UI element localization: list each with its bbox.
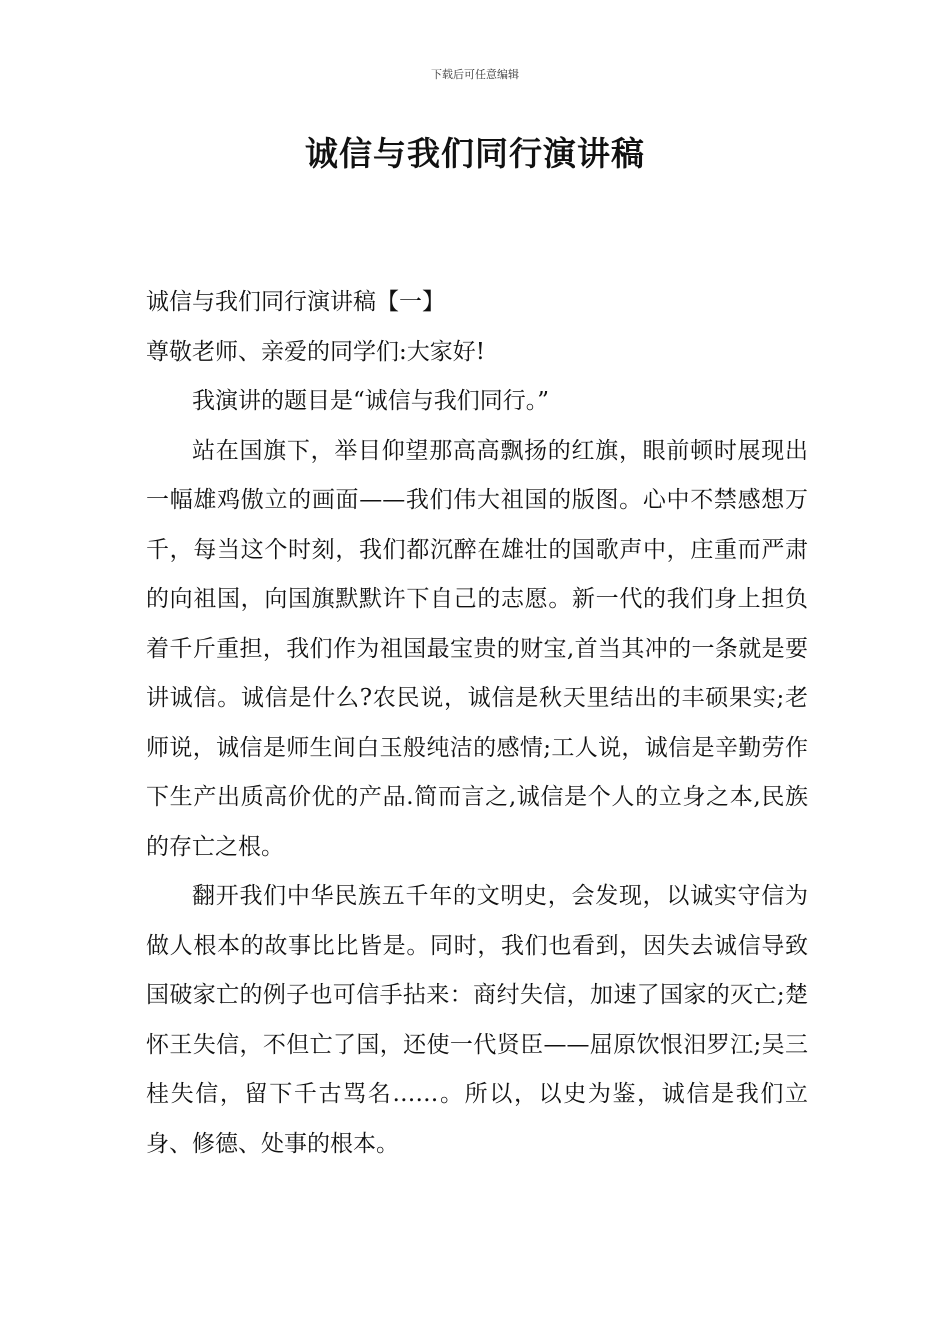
document-body xyxy=(146,278,808,1169)
speech-topic-paragraph: 我演讲的题目是“诚信与我们同行。” xyxy=(192,388,550,414)
document-title: 诚信与我们同行演讲稿 xyxy=(305,134,645,173)
section-heading: 诚信与我们同行演讲稿【一】 xyxy=(146,289,445,315)
body-paragraph: 翻开我们中华民族五千年的文明史，会发现，以诚实守信为做人根本的故事比比皆是。同时，我们也看到，因失去诚信导致国破家亡的例子也可信手拈来：商纣失信，加速了国家的灭亡;楚怀王失信，不但亡了国，还使一代贤臣——屈原饮恨汨罗江;吴三桂失信，留下千古骂名……。所以，以史为鉴，诚信是我们立身、修德、处事的根本。 xyxy=(146,883,808,1157)
greeting-line: 尊敬老师、亲爱的同学们:大家好! xyxy=(146,338,485,365)
body-paragraph: 站在国旗下，举目仰望那高高飘扬的红旗，眼前顿时展现出一幅雄鸡傲立的画面——我们伟大祖国的版图。心中不禁感想万千，每当这个时刻，我们都沉醉在雄壮的国歌声中，庄重而严肃的向祖国，向国旗默默许下自己的志愿。新一代的我们身上担负着千斤重担，我们作为祖国最宝贵的财宝,首当其冲的一条就是要讲诚信。诚信是什么?农民说，诚信是秋天里结出的丰硕果实;老师说，诚信是师生间白玉般纯洁的感情;工人说，诚信是辛勤劳作下生产出质高价优的产品.简而言之,诚信是个人的立身之本,民族的存亡之根。 xyxy=(146,437,808,860)
header-note: 下载后可任意编辑 xyxy=(431,68,519,81)
